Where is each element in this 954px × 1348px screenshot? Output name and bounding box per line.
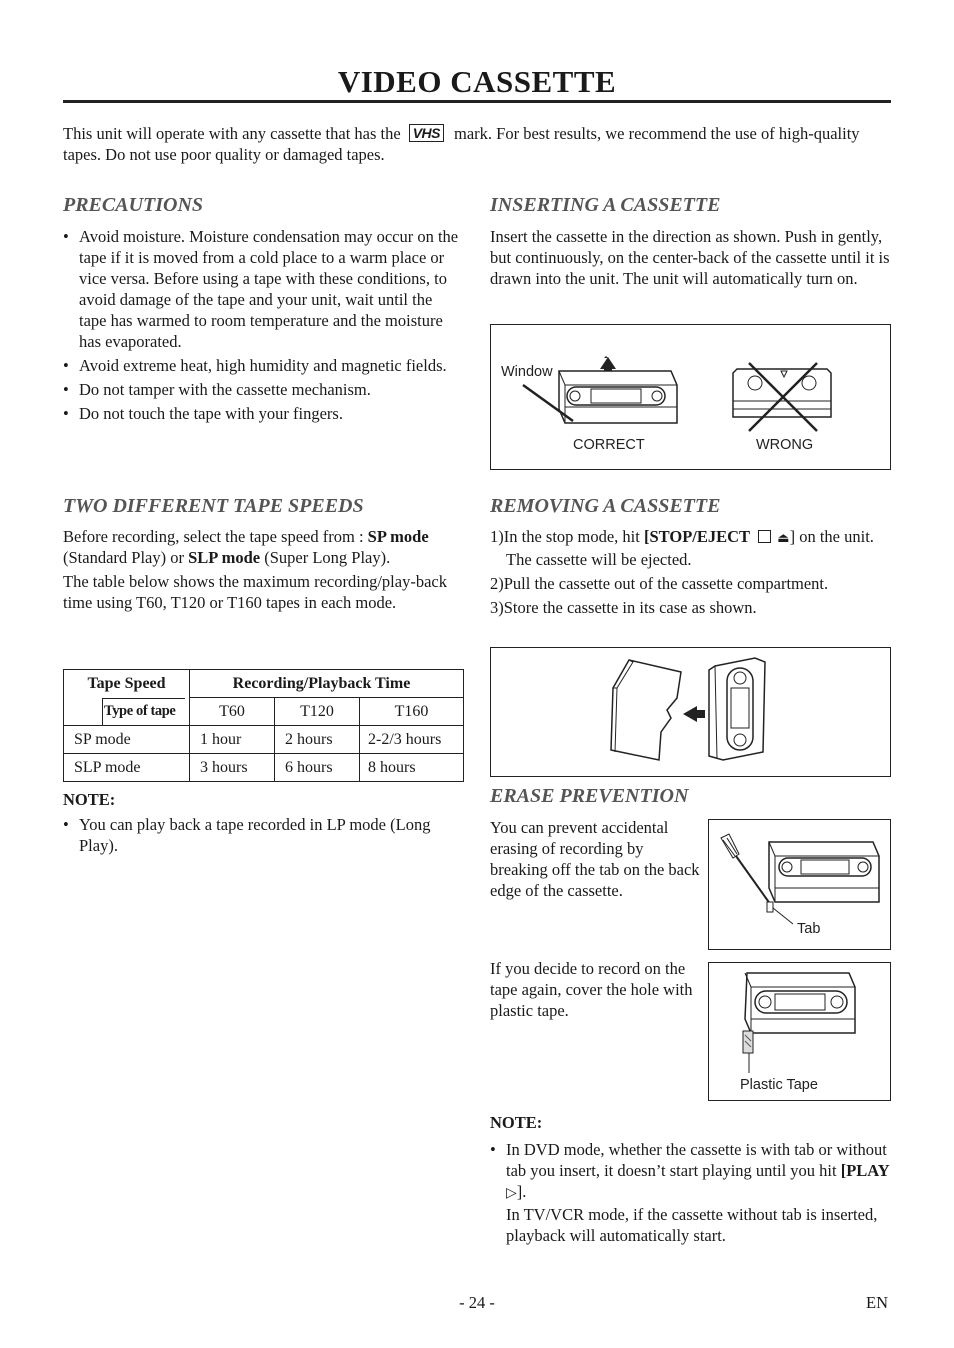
table-row: SLP mode 3 hours 6 hours 8 hours <box>64 754 464 782</box>
wrong-label: WRONG <box>756 437 814 453</box>
note-label: NOTE: <box>63 790 116 809</box>
tape-speed-note <box>63 789 463 859</box>
removing-figure <box>490 647 891 777</box>
cassette-icon <box>767 842 879 912</box>
cassette-case-icon <box>611 660 681 760</box>
erase-text-2: If you decide to record on the tape again, cover the hole with plastic tape. <box>490 959 693 1020</box>
correct-label: CORRECT <box>573 437 645 453</box>
list-item: 1)In the stop mode, hit [STOP/EJECT ⏏] on the unit. The cassette will be ejected. <box>490 527 874 569</box>
language-code: EN <box>866 1293 888 1312</box>
wrong-cassette-icon <box>733 363 831 431</box>
plastic-tape-label: Plastic Tape <box>740 1077 818 1093</box>
stop-icon <box>758 530 771 543</box>
vhs-logo-icon: VHS <box>409 124 444 142</box>
cassette-icon <box>709 658 765 760</box>
precautions-heading: PRECAUTIONS <box>63 194 204 216</box>
list-item: • Do not tamper with the cassette mechanism. <box>63 379 463 400</box>
erase-text-1: You can prevent accidental erasing of recording by breaking off the tab on the back edge of the cassette. <box>490 818 700 900</box>
intro-text-2: mark. For best results, we recommend the use of high-quality tapes. Do not use poor quality or damaged tapes. <box>63 124 860 164</box>
inserting-figure <box>490 324 891 470</box>
tab-figure <box>708 819 891 950</box>
list-item: • Avoid moisture. Moisture condensation may occur on the tape if it is moved from a cold place to a warm place or vice versa. Before using a tape with these conditions, to avoid damage of the tape and your unit, wait until the tape has warmed to room temperature and the moisture has evaporated. <box>63 226 463 352</box>
window-label: Window <box>501 364 553 380</box>
plastic-tape-figure <box>708 962 891 1101</box>
erase-heading: ERASE PREVENTION <box>490 785 689 807</box>
precautions-list <box>63 226 463 427</box>
note-continuation: In TV/VCR mode, if the cassette without tab is inserted, playback will automatically start. <box>506 1205 878 1245</box>
arrow-left-icon <box>683 706 705 722</box>
list-item: • Do not touch the tape with your fingers. <box>63 403 463 424</box>
inserting-text: Insert the cassette in the direction as shown. Push in gently, but continuously, on the center-back of the cassette until it is drawn into the unit. The unit will automatically turn on. <box>490 227 890 288</box>
list-item: 3)Store the cassette in its case as shown. <box>490 598 757 617</box>
erase-note <box>490 1112 891 1249</box>
table-col-t160: T160 <box>360 698 464 726</box>
list-item: • Avoid extreme heat, high humidity and magnetic fields. <box>63 355 463 376</box>
list-item: • In DVD mode, whether the cassette is with tab or without tab you insert, it doesn’t start playing until you hit [PLAY ▷]. In TV/VCR mode, if the cassette without tab is inserted, playback will automatically start. <box>490 1139 891 1246</box>
eject-icon: ⏏ <box>777 531 790 546</box>
tape-speeds-para-1: Before recording, select the tape speed from : SP mode (Standard Play) or SLP mode (Super Long Play). <box>63 527 429 567</box>
note-label: NOTE: <box>490 1113 543 1132</box>
page-title: VIDEO CASSETTE <box>337 64 617 99</box>
tape-speeds-text <box>63 526 463 613</box>
tape-speeds-para-2: The table below shows the maximum recording/play-back time using T60, T120 or T160 tapes in each mode. <box>63 572 447 612</box>
table-col-t60: T60 <box>190 698 275 726</box>
removing-heading: REMOVING A CASSETTE <box>490 495 721 517</box>
tape-speed-table <box>63 669 464 782</box>
tab-label: Tab <box>797 921 821 937</box>
removing-steps <box>490 526 891 621</box>
cassette-icon <box>743 973 855 1053</box>
cassette-insert-illustration <box>491 325 890 469</box>
table-header-type: Type of tape <box>64 698 190 726</box>
play-icon: ▷ <box>506 1185 517 1201</box>
table-col-t120: T120 <box>275 698 360 726</box>
intro-text-1: This unit will operate with any cassette that has the <box>63 124 401 143</box>
title-rule <box>63 100 891 103</box>
list-item: 2)Pull the cassette out of the cassette compartment. <box>490 574 829 593</box>
table-header-speed: Tape Speed <box>64 670 190 698</box>
inserting-heading: INSERTING A CASSETTE <box>490 194 721 216</box>
tape-speeds-heading: TWO DIFFERENT TAPE SPEEDS <box>63 495 364 517</box>
intro-paragraph <box>63 123 891 165</box>
table-header-time: Recording/Playback Time <box>190 670 464 698</box>
table-row: SP mode 1 hour 2 hours 2-2/3 hours <box>64 726 464 754</box>
list-item: • You can play back a tape recorded in LP mode (Long Play). <box>63 814 463 856</box>
page-number: - 24 - <box>459 1293 495 1312</box>
cassette-case-illustration <box>491 648 890 776</box>
screwdriver-icon <box>721 834 773 908</box>
